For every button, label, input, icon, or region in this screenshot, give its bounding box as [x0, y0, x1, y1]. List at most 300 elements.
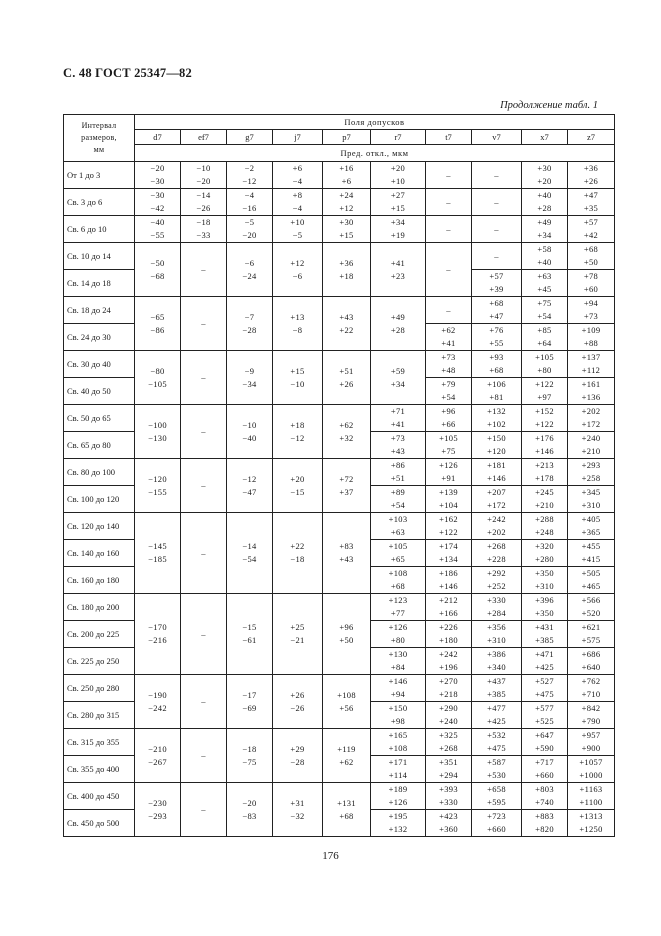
value-cell-x7 [522, 432, 568, 459]
value-cell-d7 [135, 513, 181, 594]
deviation-value: +957 [581, 730, 601, 740]
deviation-value: +242 [439, 649, 458, 659]
deviation-value: +178 [535, 473, 554, 483]
value-cell-x7 [522, 189, 568, 216]
deviation-value: −18 [196, 217, 211, 227]
value-cell-z7 [568, 459, 615, 486]
deviation-value: +15 [339, 230, 354, 240]
value-cell-v7 [472, 621, 522, 648]
table-row [64, 459, 615, 486]
value-cell-t7 [426, 675, 472, 702]
value-cell-r7 [371, 783, 426, 810]
deviation-value: +146 [439, 581, 458, 591]
deviation-value: +386 [487, 649, 506, 659]
deviation-value: +310 [487, 635, 506, 645]
deviation-value: +590 [535, 743, 554, 753]
deviation-value: +86 [390, 460, 406, 470]
value-cell-v7 [472, 351, 522, 378]
deviation-value: −30 [150, 190, 165, 200]
value-cell-v7 [472, 216, 522, 243]
value-cell-ef7 [181, 189, 227, 216]
column-header-ef7: ef7 [181, 130, 227, 145]
table-row [64, 675, 615, 702]
deviation-value: – [201, 372, 206, 382]
deviation-value: +356 [487, 622, 506, 632]
deviation-value: +351 [439, 757, 458, 767]
value-cell-t7 [426, 405, 472, 432]
deviation-value: +51 [339, 365, 354, 376]
value-cell-ef7 [181, 297, 227, 351]
deviation-value: – [201, 318, 206, 328]
deviation-value: −20 [242, 797, 257, 808]
size-interval-label: Св. 140 до 160 [64, 540, 135, 567]
value-cell-t7 [426, 486, 472, 513]
deviation-value: +172 [581, 419, 601, 429]
deviation-value: +1100 [579, 797, 603, 807]
column-header-p7: p7 [323, 130, 371, 145]
value-cell-x7 [522, 729, 568, 756]
value-cell-v7 [472, 432, 522, 459]
value-cell-r7 [371, 162, 426, 189]
value-cell-z7 [568, 216, 615, 243]
deviation-value: −267 [148, 756, 167, 767]
deviation-value: +47 [489, 311, 504, 321]
deviation-value: +660 [535, 770, 554, 780]
value-cell-v7 [472, 648, 522, 675]
deviation-value: +126 [439, 460, 458, 470]
deviation-value: +132 [388, 824, 408, 834]
table-row [64, 297, 615, 324]
deviation-value: +762 [581, 676, 601, 686]
value-cell-d7 [135, 351, 181, 405]
deviation-value: +112 [581, 365, 601, 375]
value-cell-g7 [227, 594, 273, 675]
deviation-value: +310 [581, 500, 601, 510]
value-cell-t7 [426, 378, 472, 405]
table-row [64, 189, 615, 216]
deviation-value: +6 [292, 163, 303, 173]
value-cell-p7 [323, 243, 371, 297]
size-interval-label: Св. 160 до 180 [64, 567, 135, 594]
deviation-value: +207 [487, 487, 506, 497]
value-cell-r7 [371, 621, 426, 648]
value-cell-z7 [568, 540, 615, 567]
value-cell-g7 [227, 783, 273, 837]
deviation-value: +365 [581, 527, 601, 537]
size-interval-label: Св. 3 до 6 [64, 189, 135, 216]
value-cell-x7 [522, 297, 568, 324]
deviation-value: −86 [150, 324, 165, 335]
deviation-value: +8 [292, 190, 303, 200]
size-interval-label: Св. 40 до 50 [64, 378, 135, 405]
deviation-value: +210 [581, 446, 601, 456]
deviation-value: +126 [388, 622, 408, 632]
value-cell-d7 [135, 729, 181, 783]
deviation-value: +96 [339, 622, 354, 632]
value-cell-p7 [323, 189, 371, 216]
value-cell-v7 [472, 675, 522, 702]
value-cell-g7 [227, 162, 273, 189]
deviation-value: +161 [581, 379, 601, 389]
deviation-value: +310 [535, 581, 554, 591]
deviation-value: +240 [581, 433, 601, 443]
deviation-value: +62 [441, 325, 456, 335]
value-cell-v7 [472, 783, 522, 810]
value-cell-g7 [227, 189, 273, 216]
deviation-value: – [201, 480, 206, 490]
value-cell-r7 [371, 594, 426, 621]
deviation-value: −50 [150, 257, 165, 268]
deviation-value: +16 [339, 163, 354, 173]
size-interval-label: Св. 65 до 80 [64, 432, 135, 459]
deviation-value: +330 [439, 797, 458, 807]
deviation-value: +202 [487, 527, 506, 537]
deviation-value: +49 [390, 311, 406, 322]
deviation-value: +10 [390, 176, 406, 186]
deviation-value: −185 [148, 554, 167, 564]
deviation-value: +186 [439, 568, 458, 578]
deviation-value: −20 [242, 230, 257, 240]
value-cell-g7 [227, 513, 273, 594]
deviation-value: +245 [535, 487, 554, 497]
deviation-value: −4 [244, 190, 255, 200]
deviation-value: −5 [244, 217, 255, 227]
deviation-value: +108 [388, 568, 408, 578]
deviation-value: +78 [583, 271, 599, 281]
deviation-value: +32 [339, 432, 354, 443]
value-cell-v7 [472, 378, 522, 405]
deviation-value: −28 [242, 324, 257, 335]
deviation-value: +13 [290, 311, 305, 322]
deviation-value: +268 [439, 743, 458, 753]
value-cell-v7 [472, 459, 522, 486]
deviation-value: +820 [535, 824, 554, 834]
value-cell-t7 [426, 216, 472, 243]
deviation-value: −242 [148, 702, 167, 713]
value-cell-x7 [522, 459, 568, 486]
value-cell-x7 [522, 378, 568, 405]
deviation-value: +54 [537, 311, 552, 321]
size-interval-label: Св. 18 до 24 [64, 297, 135, 324]
deviation-value: +50 [339, 635, 354, 645]
deviation-value: +54 [441, 392, 456, 402]
deviation-value: +268 [487, 541, 506, 551]
deviation-value: +525 [535, 716, 554, 726]
deviation-value: +40 [537, 257, 552, 267]
value-cell-x7 [522, 675, 568, 702]
deviation-value: +23 [390, 270, 406, 281]
column-header-j7: j7 [273, 130, 323, 145]
size-interval-label: Св. 10 до 14 [64, 243, 135, 270]
value-cell-g7 [227, 216, 273, 243]
value-cell-ef7 [181, 351, 227, 405]
value-cell-r7 [371, 351, 426, 405]
deviation-value: −20 [150, 163, 165, 173]
size-interval-label: Св. 450 до 500 [64, 810, 135, 837]
deviation-value: – [494, 169, 499, 180]
value-cell-z7 [568, 810, 615, 837]
deviation-value: +1313 [579, 811, 603, 821]
deviation-value: +48 [441, 365, 456, 375]
deviation-value: +1057 [579, 757, 603, 767]
deviation-value: +66 [441, 419, 456, 429]
deviation-value: +30 [537, 163, 552, 173]
deviation-value: −12 [242, 176, 257, 186]
deviation-value: +34 [390, 378, 406, 389]
deviation-value: +228 [487, 554, 506, 564]
table-row [64, 351, 615, 378]
value-cell-v7 [472, 810, 522, 837]
value-cell-x7 [522, 270, 568, 297]
value-cell-z7 [568, 243, 615, 270]
size-interval-label: Св. 315 до 355 [64, 729, 135, 756]
deviation-value: +425 [535, 662, 554, 672]
value-cell-t7 [426, 432, 472, 459]
deviation-value: +431 [535, 622, 554, 632]
interval-header-line: Интервал [81, 121, 117, 130]
deviation-value: +146 [487, 473, 506, 483]
size-interval-label: Св. 6 до 10 [64, 216, 135, 243]
deviation-value: +50 [583, 257, 599, 267]
value-cell-z7 [568, 594, 615, 621]
deviation-value: +24 [339, 190, 354, 200]
deviation-value: +88 [583, 338, 599, 348]
deviation-value: +81 [489, 392, 504, 402]
deviation-value: +29 [290, 743, 305, 754]
deviation-value: – [201, 547, 206, 558]
value-cell-t7 [426, 351, 472, 378]
value-cell-j7 [273, 675, 323, 729]
value-cell-ef7 [181, 513, 227, 594]
deviation-value: −7 [244, 311, 255, 322]
value-cell-v7 [472, 567, 522, 594]
value-cell-x7 [522, 405, 568, 432]
value-cell-v7 [472, 756, 522, 783]
deviation-value: +15 [390, 203, 406, 213]
size-interval-label: От 1 до 3 [64, 162, 135, 189]
deviation-value: +79 [441, 379, 456, 389]
deviation-value: +73 [390, 433, 406, 443]
value-cell-r7 [371, 810, 426, 837]
deviation-value: −18 [290, 554, 305, 564]
deviation-value: +723 [487, 811, 506, 821]
deviation-value: +240 [439, 716, 458, 726]
deviation-value: −15 [290, 486, 305, 497]
value-cell-z7 [568, 648, 615, 675]
value-cell-ef7 [181, 459, 227, 513]
value-cell-d7 [135, 405, 181, 459]
table-row [64, 513, 615, 540]
deviation-value: −210 [148, 743, 167, 754]
size-interval-label: Св. 225 до 250 [64, 648, 135, 675]
deviation-value: +294 [439, 770, 458, 780]
deviation-value: +218 [439, 689, 458, 699]
value-cell-j7 [273, 243, 323, 297]
value-cell-d7 [135, 189, 181, 216]
deviation-value: +566 [581, 595, 601, 605]
deviation-value: −40 [150, 217, 165, 227]
deviation-value: −15 [242, 622, 257, 632]
value-cell-p7 [323, 162, 371, 189]
size-interval-label: Св. 400 до 450 [64, 783, 135, 810]
deviation-value: +26 [339, 378, 354, 389]
deviation-value: −26 [196, 203, 211, 213]
deviation-value: +150 [388, 703, 408, 713]
deviation-value: +58 [537, 244, 552, 254]
deviation-value: −80 [150, 365, 165, 376]
value-cell-ef7 [181, 729, 227, 783]
deviation-value: +530 [487, 770, 506, 780]
value-cell-x7 [522, 540, 568, 567]
column-header-r7: r7 [371, 130, 426, 145]
deviation-value: +258 [581, 473, 601, 483]
deviation-value: +126 [388, 797, 408, 807]
deviation-value: +710 [581, 689, 601, 699]
deviation-value: −120 [148, 473, 167, 484]
deviation-value: +122 [535, 419, 554, 429]
deviation-value: +75 [441, 446, 456, 456]
deviation-value: −65 [150, 311, 165, 322]
deviation-value: +330 [487, 595, 506, 605]
column-header-v7: v7 [472, 130, 522, 145]
deviation-value: +34 [537, 230, 552, 240]
table-row [64, 729, 615, 756]
deviation-value: +350 [535, 568, 554, 578]
value-cell-j7 [273, 297, 323, 351]
deviation-value: −47 [242, 486, 257, 497]
value-cell-x7 [522, 513, 568, 540]
deviation-value: +20 [390, 163, 406, 173]
value-cell-x7 [522, 783, 568, 810]
value-cell-v7 [472, 162, 522, 189]
value-cell-g7 [227, 459, 273, 513]
deviation-value: +1163 [579, 784, 603, 794]
value-cell-t7 [426, 810, 472, 837]
value-cell-z7 [568, 675, 615, 702]
value-cell-v7 [472, 270, 522, 297]
deviation-value: +63 [390, 527, 406, 537]
deviation-value: +505 [581, 568, 601, 578]
deviation-value: +62 [339, 419, 354, 430]
deviation-value: +108 [337, 689, 356, 700]
deviation-value: +25 [290, 622, 305, 632]
deviation-value: +123 [388, 595, 408, 605]
value-cell-p7 [323, 459, 371, 513]
deviation-value: +43 [339, 554, 354, 564]
value-cell-d7 [135, 783, 181, 837]
table-row [64, 216, 615, 243]
deviation-value: +94 [583, 298, 599, 308]
deviation-value: +415 [581, 554, 601, 564]
size-interval-label: Св. 120 до 140 [64, 513, 135, 540]
table-row [64, 783, 615, 810]
deviation-value: +325 [439, 730, 458, 740]
deviation-value: +89 [390, 487, 406, 497]
deviation-value: −12 [242, 473, 257, 484]
deviation-value: +36 [339, 257, 354, 268]
deviation-value: +41 [441, 338, 456, 348]
value-cell-t7 [426, 783, 472, 810]
value-cell-j7 [273, 459, 323, 513]
deviation-value: +22 [290, 541, 305, 551]
deviation-value: +477 [487, 703, 506, 713]
deviation-value: +350 [535, 608, 554, 618]
deviation-value: −42 [150, 203, 165, 213]
deviation-value: +640 [581, 662, 601, 672]
deviation-value: +105 [388, 541, 408, 551]
deviation-value: +577 [535, 703, 554, 713]
deviation-value: +393 [439, 784, 458, 794]
deviation-value: +189 [388, 784, 408, 794]
value-cell-v7 [472, 513, 522, 540]
value-cell-x7 [522, 486, 568, 513]
deviation-value: +405 [581, 514, 601, 524]
deviation-value: +97 [537, 392, 552, 402]
value-cell-x7 [522, 567, 568, 594]
deviation-value: −30 [150, 176, 165, 186]
value-cell-r7 [371, 702, 426, 729]
value-cell-t7 [426, 324, 472, 351]
deviation-value: +75 [537, 298, 552, 308]
deviation-value: +210 [535, 500, 554, 510]
value-cell-g7 [227, 351, 273, 405]
value-cell-p7 [323, 351, 371, 405]
value-cell-p7 [323, 513, 371, 594]
deviation-value: +19 [390, 230, 406, 240]
value-cell-z7 [568, 729, 615, 756]
column-header-t7: t7 [426, 130, 472, 145]
deviation-value: +60 [583, 284, 599, 294]
value-cell-x7 [522, 702, 568, 729]
deviation-value: +152 [535, 406, 554, 416]
deviation-value: +130 [388, 649, 408, 659]
deviation-value: +39 [489, 284, 504, 294]
deviation-value: +49 [537, 217, 552, 227]
deviation-value: +137 [581, 352, 601, 362]
deviation-value: +119 [337, 743, 356, 754]
value-cell-z7 [568, 783, 615, 810]
deviation-value: +91 [441, 473, 456, 483]
column-header-d7: d7 [135, 130, 181, 145]
deviation-value: +150 [487, 433, 506, 443]
value-cell-r7 [371, 459, 426, 486]
deviation-value: +180 [439, 635, 458, 645]
value-cell-j7 [273, 729, 323, 783]
value-cell-t7 [426, 162, 472, 189]
deviation-value: +6 [341, 176, 352, 186]
deviation-value: +686 [581, 649, 601, 659]
deviation-value: +40 [537, 190, 552, 200]
deviation-value: +57 [489, 271, 504, 281]
deviation-value: +212 [439, 595, 458, 605]
deviation-value: −6 [244, 257, 255, 268]
deviation-value: +103 [388, 514, 408, 524]
deviation-value: +475 [487, 743, 506, 753]
size-interval-label: Св. 355 до 400 [64, 756, 135, 783]
deviation-value: −190 [148, 689, 167, 700]
value-cell-ef7 [181, 405, 227, 459]
deviation-value: −216 [148, 635, 167, 645]
deviation-value: +108 [388, 743, 408, 753]
interval-header-line: мм [93, 145, 105, 154]
deviation-value: −54 [242, 554, 257, 564]
value-cell-ef7 [181, 675, 227, 729]
value-cell-x7 [522, 243, 568, 270]
deviation-value: +84 [390, 662, 406, 672]
value-cell-p7 [323, 216, 371, 243]
deviation-value: +842 [581, 703, 601, 713]
value-cell-v7 [472, 405, 522, 432]
